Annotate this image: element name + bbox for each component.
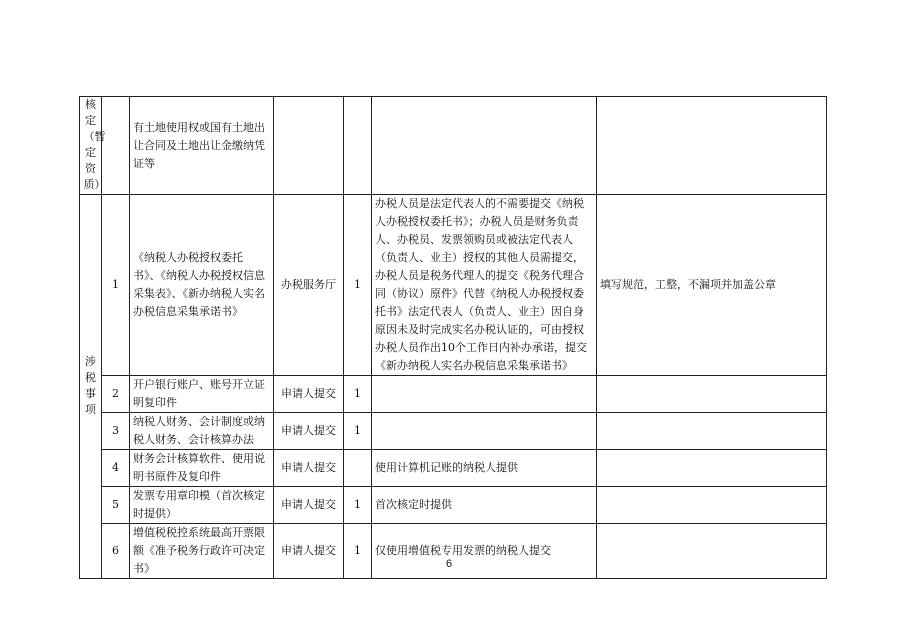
- count-cell: 1: [344, 524, 372, 579]
- category-label: 涉税事项: [85, 355, 96, 416]
- condition-cell: 使用计算机记账的纳税人提供: [372, 450, 597, 487]
- count-cell: [344, 450, 372, 487]
- handler-cell: 申请人提交: [274, 376, 344, 413]
- condition-cell: 仅使用增值税专用发票的纳税人提交: [372, 524, 597, 579]
- condition-cell: 首次核定时提供: [372, 487, 597, 524]
- table-row: [80, 487, 827, 524]
- category-cell: [80, 195, 102, 579]
- condition-cell: [372, 413, 597, 450]
- category-cell: [80, 97, 106, 195]
- table-row: [80, 450, 827, 487]
- row-number: 4: [102, 450, 130, 487]
- row-number: 3: [102, 413, 130, 450]
- material-name: 财务会计核算软件、使用说明书原件及复印件: [130, 450, 274, 487]
- handler-cell: 申请人提交: [274, 413, 344, 450]
- count-cell: 1: [344, 195, 372, 376]
- table-row: [80, 524, 827, 579]
- requirement-cell: [597, 413, 827, 450]
- handler-cell: 申请人提交: [274, 524, 344, 579]
- row-number: 6: [102, 524, 130, 579]
- condition-cell: [372, 97, 597, 195]
- requirement-cell: [597, 97, 827, 195]
- requirement-cell: [597, 524, 827, 579]
- row-number: 2: [102, 376, 130, 413]
- materials-table: [79, 96, 827, 579]
- count-cell: [344, 97, 372, 195]
- count-cell: 1: [344, 376, 372, 413]
- handler-cell: 申请人提交: [274, 487, 344, 524]
- material-name: 发票专用章印模（首次核定时提供）: [130, 487, 274, 524]
- handler-cell: [274, 97, 344, 195]
- row-number: 5: [102, 487, 130, 524]
- material-name: 开户银行账户、账号开立证明复印件: [130, 376, 274, 413]
- handler-cell: 办税服务厅: [274, 195, 344, 376]
- requirement-cell: [597, 376, 827, 413]
- category-label: 核定（暂定资质）: [83, 98, 106, 191]
- count-cell: 1: [344, 487, 372, 524]
- condition-cell: [372, 376, 597, 413]
- material-name: 纳税人财务、会计制度或纳税人财务、会计核算办法: [130, 413, 274, 450]
- material-name: 增值税税控系统最高开票限额《准予税务行政许可决定书》: [130, 524, 274, 579]
- material-name: 有土地使用权或国有土地出让合同及土地出让金缴纳凭证等: [130, 97, 274, 195]
- requirement-cell: 填写规范，工整，不漏项并加盖公章: [597, 195, 827, 376]
- requirement-cell: [597, 487, 827, 524]
- count-cell: 1: [344, 413, 372, 450]
- condition-cell: 办税人员是法定代表人的不需要提交《纳税人办税授权委托书》；办税人员是财务负责人、办税员、发票领购员或被法定代表人（负责人、业主）授权的其他人员需提交，办税人员是税务代理人的提交《税务代理合同（协议）原件》代替《纳税人办税授权委托书》法定代表人（负责人、业主）因自身原因未及时完成实名办税认证的，可由授权办税人员作出10个工作日内补办承诺，提交《新办纳税人实名办税信息采集承诺书》: [372, 195, 597, 376]
- table-row: [80, 97, 827, 195]
- handler-cell: 申请人提交: [274, 450, 344, 487]
- table-row: [80, 195, 827, 376]
- page-number: 6: [445, 558, 453, 570]
- row-number: [102, 97, 130, 195]
- row-number: 1: [102, 195, 130, 376]
- table-row: [80, 413, 827, 450]
- requirement-cell: [597, 450, 827, 487]
- table-row: [80, 376, 827, 413]
- material-name: 《纳税人办税授权委托书》、《纳税人办税授权信息采集表》、《新办纳税人实名办税信息采集承诺书》: [130, 195, 274, 376]
